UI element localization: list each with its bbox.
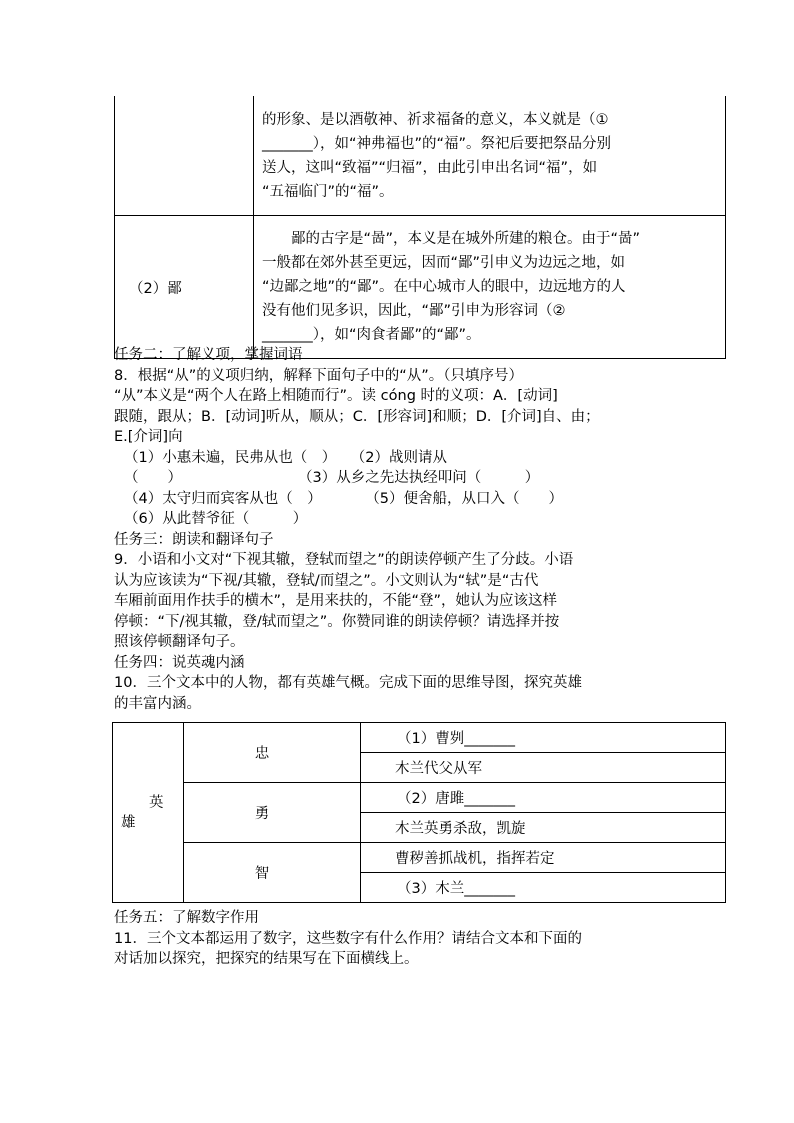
table-row bbox=[113, 723, 726, 753]
question-11-text: 对话加以探究，把探究的结果写在下面横线上。 bbox=[114, 951, 419, 967]
leaf-cell: （2）唐雎_______ bbox=[361, 783, 726, 813]
leaf-cell: 木兰代父从军 bbox=[361, 753, 726, 783]
content-line: 鄙的古字是“啚”，本义是在城外所建的粮仓。由于“啚” bbox=[262, 231, 641, 247]
question-9-text: 停顿：“下/视其辙，登/轼而望之”。你赞同谁的朗读停顿？请选择并按 bbox=[114, 613, 560, 630]
content-line: _______），如“神弗福也”的“福”。祭祀后要把祭品分别 bbox=[262, 135, 612, 152]
question-8: 8．根据“从”的义项归纳，解释下面句子中的“从”。（只填序号） bbox=[114, 367, 524, 384]
question-9-text: 认为应该读为“下视/其辙，登轼/而望之”。小文则认为“轼”是“古代 bbox=[114, 572, 539, 589]
question-9-text: 车厢前面用作扶手的横木”，是用来扶的，不能“登”，她认为应该这样 bbox=[114, 593, 558, 609]
task-heading: 任务二：了解义项，掌握词语 bbox=[114, 347, 303, 363]
row-content-bi bbox=[254, 216, 726, 359]
hero-char-2: 雄 bbox=[121, 814, 136, 831]
branch-brave: 勇 bbox=[184, 783, 361, 843]
content-line: “五福临门”的“福”。 bbox=[262, 183, 394, 200]
question-10: 10．三个文本中的人物，都有英雄气概。完成下面的思维导图，探究英雄 bbox=[114, 675, 582, 691]
hero-root-cell bbox=[113, 723, 184, 903]
content-line: “边鄙之地”的“鄙”。在中心城市人的眼中，边远地方的人 bbox=[262, 279, 626, 295]
task-heading: 任务三：朗读和翻译句子 bbox=[114, 531, 274, 548]
meaning-table bbox=[114, 96, 726, 359]
leaf-cell: （1）曹刿_______ bbox=[361, 723, 726, 753]
mind-map-table bbox=[112, 722, 726, 903]
content-line: 的形象、是以酒敬神、祈求福备的意义，本义就是（① bbox=[262, 111, 609, 128]
question-8-item: （6）从此替爷征（ ） bbox=[124, 511, 308, 527]
leaf-cell: 木兰英勇杀敌，凯旋 bbox=[361, 813, 726, 843]
table-row bbox=[113, 783, 726, 813]
questions-section-2 bbox=[114, 908, 726, 970]
question-8-item: （ ） （3）从乡之先达执经叩问（ ） bbox=[124, 470, 540, 486]
question-9: 9．小语和小文对“下视其辙，登轼而望之”的朗读停顿产生了分歧。小语 bbox=[114, 552, 574, 568]
question-10-text: 的丰富内涵。 bbox=[114, 695, 201, 712]
row-label-bi: （2）鄙 bbox=[115, 216, 254, 359]
branch-loyal: 忠 bbox=[184, 723, 361, 783]
leaf-cell: 曹秽善抓战机，指挥若定 bbox=[361, 843, 726, 873]
content-line: 送人，这叫“致福”“归福”，由此引申出名词“福”，如 bbox=[262, 159, 598, 176]
content-line: _______），如“肉食者鄙”的“鄙”。 bbox=[262, 327, 481, 343]
table-row-fu bbox=[115, 96, 726, 216]
content-line: 一般都在郊外甚至更远，因而“鄙”引申义为边远之地，如 bbox=[262, 255, 626, 271]
question-8-text: E.[介词]向 bbox=[114, 429, 183, 445]
row-label-fu bbox=[115, 96, 254, 216]
table-row bbox=[113, 843, 726, 873]
question-8-text: “从”本义是“两个人在路上相随而行”。读 cóng 时的义项：A．[动词] bbox=[114, 388, 558, 404]
hero-char-1: 英 bbox=[149, 794, 164, 811]
content-line: 没有他们见多识，因此，“鄙”引申为形容词（② bbox=[262, 303, 566, 319]
question-8-item: （1）小惠未遍，民弗从也（ ） （2）战则请从 bbox=[124, 449, 447, 466]
question-8-text: 跟随，跟从；B．[动词]听从，顺从；C．[形容词]和顺；D．[介词]自、由； bbox=[114, 408, 600, 425]
question-9-text: 照该停顿翻译句子。 bbox=[114, 634, 245, 650]
question-8-item: （4）太守归而宾客从也（ ） （5）便舍船，从口入（ ） bbox=[124, 490, 563, 507]
row-content-fu bbox=[254, 96, 726, 216]
branch-wise: 智 bbox=[184, 843, 361, 903]
task-heading: 任务四：说英魂内涵 bbox=[114, 654, 245, 671]
question-11: 11．三个文本都运用了数字，这些数字有什么作用？请结合文本和下面的 bbox=[114, 930, 582, 947]
questions-section bbox=[114, 345, 726, 714]
task-heading: 任务五：了解数字作用 bbox=[114, 910, 259, 926]
leaf-cell: （3）木兰_______ bbox=[361, 873, 726, 903]
table-row-bi bbox=[115, 216, 726, 359]
